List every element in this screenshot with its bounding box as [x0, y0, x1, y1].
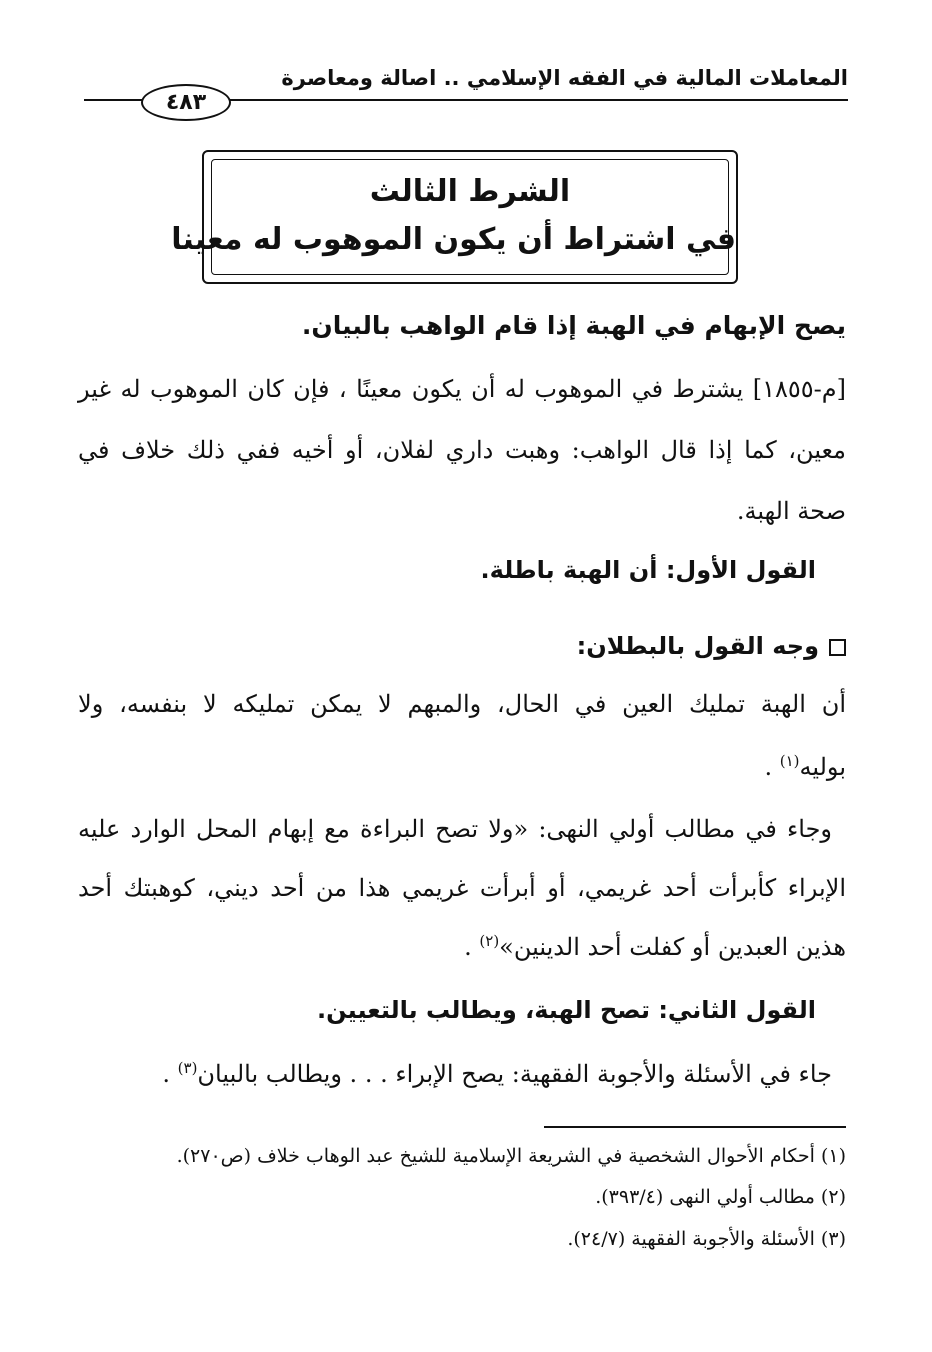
article-line-2: معين، كما إذا قال الواهب: وهبت داري لفلان، أو أخيه ففي ذلك خلاف في [78, 436, 846, 464]
page-number-badge [141, 84, 231, 121]
checkbox-square-icon [829, 639, 846, 656]
footnote-ref-3: (٣) [177, 1059, 198, 1077]
period: . [464, 933, 480, 961]
footnote-separator [544, 1126, 846, 1128]
footnote-3: (٣) الأسئلة والأجوبة الفقهية (٢٤/٧). [567, 1228, 846, 1250]
period: . [162, 1060, 178, 1088]
reason-line-2-text: بوليه [799, 753, 846, 781]
footnote-ref-2: (٢) [479, 932, 500, 950]
footnote-2: (٢) مطالب أولي النهى (٣٩٣/٤). [595, 1186, 846, 1208]
footnote-1: (١) أحكام الأحوال الشخصية في الشريعة الإسلامية للشيخ عبد الوهاب خلاف (ص٢٧٠). [176, 1145, 846, 1167]
quote-line-3 [464, 932, 846, 961]
closing-line-text: جاء في الأسئلة والأجوبة الفقهية: يصح الإبراء . . . ويطالب بالبيان [197, 1060, 832, 1088]
section-subtitle: في اشتراط أن يكون الموهوب له معينا [171, 222, 736, 257]
section-title-box [171, 150, 738, 284]
quote-line-1: وجاء في مطالب أولي النهى: «ولا تصح البراءة مع إبهام المحل الوارد عليه [78, 815, 832, 843]
second-opinion: القول الثاني: تصح الهبة، ويطالب بالتعيين. [316, 996, 816, 1024]
reason-line-2 [764, 752, 846, 781]
reason-heading-row [577, 632, 846, 660]
quote-line-3-text: هذين العبدين أو كفلت أحد الدينين» [499, 933, 846, 961]
intro-statement: يصح الإبهام في الهبة إذا قام الواهب بالبيان. [301, 311, 846, 340]
running-title: المعاملات المالية في الفقه الإسلامي .. اصالة ومعاصرة [281, 66, 848, 90]
article-line-1: [م-١٨٥٥] يشترط في الموهوب له أن يكون معينًا ، فإن كان الموهوب له غير [78, 375, 847, 403]
page-number: ٤٨٣ [165, 90, 207, 115]
reason-line-1: أن الهبة تمليك العين في الحال، والمبهم لا يمكن تمليكه لا بنفسه، ولا [78, 690, 846, 718]
closing-line [162, 1059, 832, 1088]
footnote-ref-1: (١) [779, 752, 800, 770]
article-line-3: صحة الهبة. [736, 497, 846, 525]
section-title: الشرط الثالث [369, 174, 571, 209]
quote-line-2: الإبراء كأبرأت أحد غريمي، أو أبرأت غريمي هذا من أحد ديني، كوهبتك أحد [78, 874, 846, 902]
period: . [764, 753, 780, 781]
reason-heading: وجه القول بالبطلان: [576, 632, 819, 660]
first-opinion: القول الأول: أن الهبة باطلة. [480, 556, 816, 584]
